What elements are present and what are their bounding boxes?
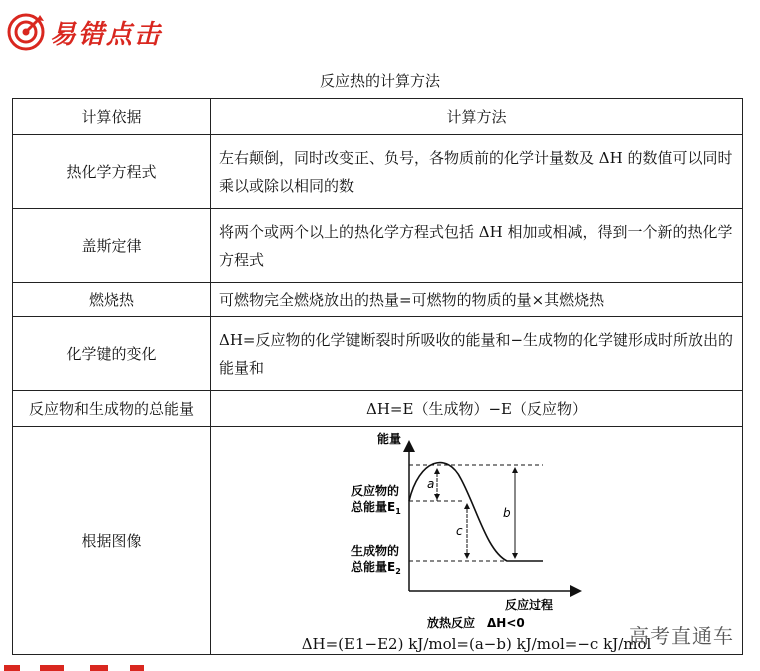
- product-label-1: 生成物的: [350, 543, 399, 558]
- x-axis-label: 反应过程: [504, 597, 553, 612]
- logo: [6, 10, 162, 54]
- product-label-2: 总能量$E_2$: [350, 559, 401, 576]
- row-basis: 燃烧热: [13, 283, 211, 317]
- page-title: 反应热的计算方法: [319, 72, 440, 90]
- table-row: [13, 317, 743, 391]
- logo-text: 易错点击: [50, 19, 163, 50]
- energy-diagram: [347, 429, 607, 629]
- row-basis: 反应物和生成物的总能量: [13, 391, 211, 427]
- row-basis: 根据图像: [13, 427, 211, 655]
- row-basis: 热化学方程式: [13, 135, 211, 209]
- row-method: 左右颠倒，同时改变正、负号，各物质前的化学计量数及 ΔH 的数值可以同时乘以或除以相同的数: [211, 135, 743, 209]
- row-basis: 盖斯定律: [13, 209, 211, 283]
- graph-caption: 放热反应 ΔH<0: [426, 615, 525, 629]
- label-c: c: [455, 523, 463, 538]
- table-row: [13, 209, 743, 283]
- row-method: ΔH=E（生成物）−E（反应物）: [211, 391, 743, 427]
- table-row: [13, 135, 743, 209]
- row-basis: 化学键的变化: [13, 317, 211, 391]
- header-method: 计算方法: [211, 99, 743, 135]
- row-method: 将两个或两个以上的热化学方程式包括 ΔH 相加或相减，得到一个新的热化学方程式: [211, 209, 743, 283]
- reactant-label-2: 总能量$E_1$: [350, 499, 401, 516]
- table-row: [13, 283, 743, 317]
- watermark: 高考直通车: [629, 624, 734, 648]
- method-table: [12, 98, 743, 655]
- label-b: b: [502, 505, 511, 520]
- row-method: ΔH=反应物的化学键断裂时所吸收的能量和−生成物的化学键形成时所放出的能量和: [211, 317, 743, 391]
- table-row: [13, 391, 743, 427]
- table-header-row: [13, 99, 743, 135]
- y-axis-label: 能量: [376, 431, 401, 446]
- header-basis: 计算依据: [13, 99, 211, 135]
- reactant-label-1: 反应物的: [350, 483, 399, 498]
- target-icon: [6, 12, 46, 52]
- row-method: 可燃物完全燃烧放出的热量=可燃物的物质的量×其燃烧热: [211, 283, 743, 317]
- label-a: a: [426, 476, 434, 491]
- graph-formula: ΔH=(E1−E2) kJ/mol=(a−b) kJ/mol=−c kJ/mol: [301, 634, 652, 653]
- bottom-decoration: [0, 665, 180, 671]
